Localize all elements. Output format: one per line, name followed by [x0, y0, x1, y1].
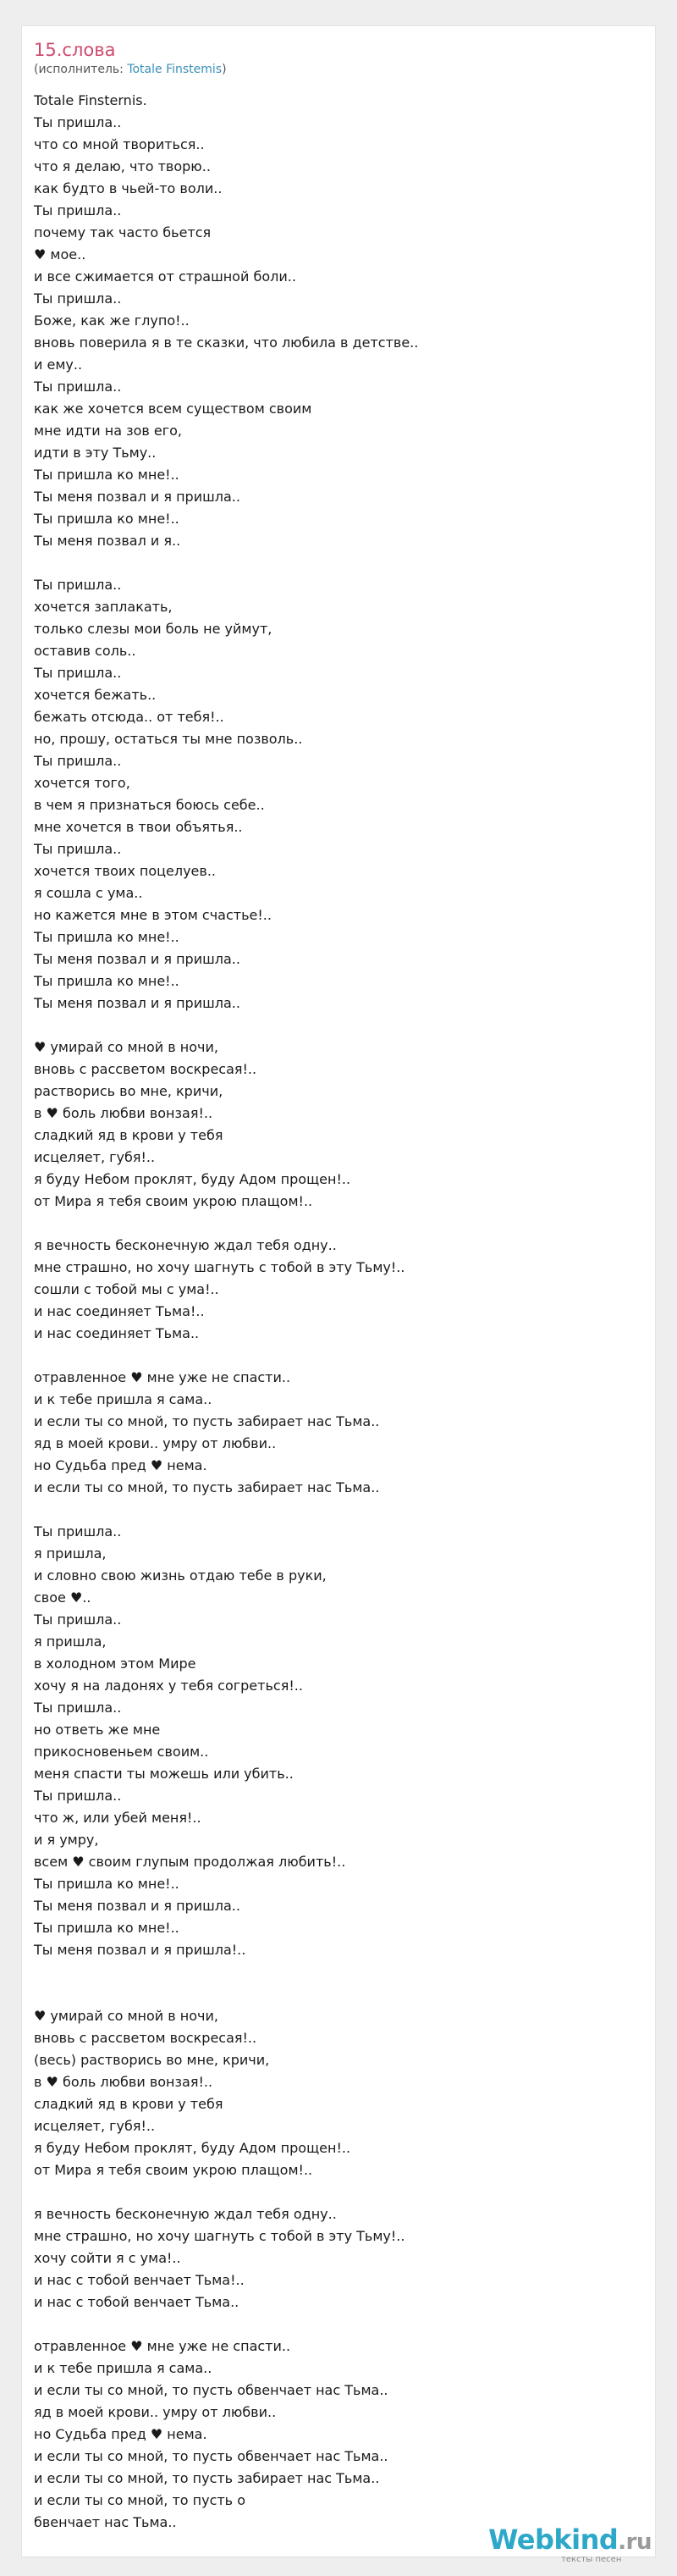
lyric-line: что ж, или убей меня!.. [34, 1810, 201, 1826]
performer-line [34, 62, 227, 77]
lyric-line: хочется заплакать, [34, 599, 173, 615]
lyric-line: хочется твоих поцелуев.. [34, 863, 216, 879]
lyric-line: в чем я признаться боюсь себе.. [34, 797, 265, 813]
lyric-line: я пришла, [34, 1633, 107, 1650]
stanza-break [34, 1014, 643, 1036]
stanza-break [34, 1983, 643, 2005]
lyric-line: и если ты со мной, то пусть о [34, 2492, 245, 2508]
lyric-line: меня спасти ты можешь или убить.. [34, 1766, 294, 1782]
lyric-line: Ты пришла.. [34, 753, 122, 769]
lyric-line: Ты пришла.. [34, 290, 122, 307]
lyric-line: в холодном этом Мире [34, 1656, 196, 1672]
lyrics-text [34, 90, 643, 2534]
lyric-line: и словно свою жизнь отдаю тебе в руки, [34, 1567, 327, 1584]
lyric-line: Totale Finsternis. [34, 92, 147, 108]
lyric-line: Ты пришла.. [34, 1611, 122, 1628]
lyric-line: растворись во мне, кричи, [34, 1083, 223, 1099]
lyric-line: только слезы мои боль не уймут, [34, 621, 272, 637]
lyric-line: отравленное ♥ мне уже не спасти.. [34, 1369, 291, 1385]
lyric-line: почему так часто бьется [34, 224, 212, 240]
lyric-line: (весь) растворись во мне, кричи, [34, 2052, 270, 2068]
lyric-line: Ты меня позвал и я пришла.. [34, 951, 240, 967]
lyric-line: я буду Небом проклят, буду Адом прощен!.. [34, 2140, 351, 2156]
lyric-line: Ты пришла ко мне!.. [34, 973, 179, 989]
lyric-line: и если ты со мной, то пусть обвенчает нас Тьма.. [34, 2382, 388, 2398]
lyric-line: но, прошу, остаться ты мне позволь.. [34, 731, 303, 747]
stanza-break [34, 552, 643, 574]
lyric-line: ♥ мое.. [34, 246, 86, 263]
lyric-line: и нас с тобой венчает Тьма!.. [34, 2272, 245, 2288]
stanza-break [34, 1213, 643, 1235]
lyric-line: но ответь же мне [34, 1722, 161, 1738]
lyric-line: свое ♥.. [34, 1589, 91, 1606]
lyric-line: Ты пришла ко мне!.. [34, 929, 179, 945]
lyric-line: от Мира я тебя своим укрою плащом!.. [34, 2162, 313, 2178]
lyric-line: Ты меня позвал и я пришла.. [34, 1898, 240, 1914]
lyric-line: сладкий яд в крови у тебя [34, 2096, 223, 2112]
stanza-break [34, 1961, 643, 1983]
lyric-line: Ты пришла.. [34, 1788, 122, 1804]
lyric-line: что я делаю, что творю.. [34, 158, 211, 174]
lyric-line: я вечность бесконечную ждал тебя одну.. [34, 1237, 337, 1253]
lyric-line: от Мира я тебя своим укрою плащом!.. [34, 1193, 313, 1209]
lyric-line: Ты пришла.. [34, 665, 122, 681]
lyric-line: идти в эту Тьму.. [34, 445, 157, 461]
lyric-line: бвенчает нас Тьма.. [34, 2514, 177, 2530]
lyric-line: ♥ умирай со мной в ночи, [34, 1039, 218, 1055]
lyric-line: всем ♥ своим глупым продолжая любить!.. [34, 1854, 346, 1870]
lyric-line: и я умру, [34, 1832, 99, 1848]
lyric-line: Ты пришла.. [34, 379, 122, 395]
lyric-line: Ты меня позвал и я.. [34, 533, 181, 549]
lyric-line: прикосновеньем своим.. [34, 1744, 209, 1760]
lyric-line: хочется бежать.. [34, 687, 157, 703]
lyric-line: Ты пришла.. [34, 1700, 122, 1716]
lyric-line: хочу сойти я с ума!.. [34, 2250, 181, 2266]
lyric-line: но кажется мне в этом счастье!.. [34, 907, 272, 923]
lyric-line: в ♥ боль любви вонзая!.. [34, 2074, 213, 2090]
lyric-line: Ты меня позвал и я пришла.. [34, 995, 240, 1011]
site-logo[interactable] [488, 2525, 652, 2565]
lyric-line: в ♥ боль любви вонзая!.. [34, 1105, 213, 1121]
lyric-line: и к тебе пришла я сама.. [34, 2360, 212, 2376]
lyric-line: Ты пришла.. [34, 114, 122, 130]
stanza-break [34, 1345, 643, 1367]
lyric-line: но Судьба пред ♥ нема. [34, 1457, 207, 1473]
lyric-line: мне идти на зов его, [34, 423, 183, 439]
performer-prefix: (исполнитель: [34, 63, 128, 76]
lyric-line: и нас соединяет Тьма.. [34, 1325, 200, 1341]
stanza-break [34, 2181, 643, 2203]
lyric-line: Ты пришла.. [34, 577, 122, 593]
lyric-line: исцеляет, губя!.. [34, 1149, 156, 1165]
lyric-line: как будто в чьей-то воли.. [34, 180, 223, 196]
lyric-line: и если ты со мной, то пусть забирает нас Тьма.. [34, 1479, 380, 1495]
lyric-line: я вечность бесконечную ждал тебя одну.. [34, 2206, 337, 2222]
lyric-line: я буду Небом проклят, буду Адом прощен!.. [34, 1171, 351, 1187]
lyric-line: Боже, как же глупо!.. [34, 312, 190, 329]
lyric-line: Ты меня позвал и я пришла!.. [34, 1942, 246, 1958]
stanza-break [34, 2313, 643, 2336]
lyric-line: что со мной твориться.. [34, 136, 205, 152]
lyric-line: отравленное ♥ мне уже не спасти.. [34, 2338, 291, 2354]
lyric-line: и если ты со мной, то пусть обвенчает нас Тьма.. [34, 2448, 388, 2464]
logo-wordmark [488, 2525, 652, 2557]
lyric-line: бежать отсюда.. от тебя!.. [34, 709, 224, 725]
lyric-line: яд в моей крови.. умру от любви.. [34, 2404, 277, 2420]
lyric-line: вновь с рассветом воскресая!.. [34, 1061, 257, 1077]
lyric-line: Ты пришла ко мне!.. [34, 511, 179, 527]
lyric-line: Ты пришла.. [34, 202, 122, 218]
page-title: 15.слова [34, 40, 116, 60]
artist-link[interactable]: Totale Finstemis [127, 63, 223, 76]
lyric-line: и к тебе пришла я сама.. [34, 1391, 212, 1407]
performer-suffix: ) [222, 63, 227, 76]
lyric-line: ♥ умирай со мной в ночи, [34, 2008, 218, 2024]
lyric-line: Ты пришла ко мне!.. [34, 1876, 179, 1892]
lyric-line: Ты пришла.. [34, 1523, 122, 1540]
logo-tld: .ru [618, 2529, 652, 2555]
lyric-line: как же хочется всем существом своим [34, 401, 312, 417]
lyric-line: я пришла, [34, 1545, 107, 1562]
lyric-line: сладкий яд в крови у тебя [34, 1127, 223, 1143]
lyric-line: Ты пришла ко мне!.. [34, 467, 179, 483]
lyric-line: яд в моей крови.. умру от любви.. [34, 1435, 277, 1451]
lyric-line: Ты пришла ко мне!.. [34, 1920, 179, 1936]
lyric-line: и если ты со мной, то пусть забирает нас Тьма.. [34, 1413, 380, 1429]
lyric-line: хочется того, [34, 775, 130, 791]
lyric-line: сошли с тобой мы с ума!.. [34, 1281, 219, 1297]
logo-word: Webkind [488, 2523, 619, 2556]
logo-tagline: тексты песен [561, 2555, 622, 2564]
lyric-line: Ты меня позвал и я пришла.. [34, 489, 240, 505]
lyric-line: и нас соединяет Тьма!.. [34, 1303, 205, 1319]
lyric-line: вновь поверила я в те сказки, что любила в детстве.. [34, 334, 419, 351]
lyric-line: мне страшно, но хочу шагнуть с тобой в эту Тьму!.. [34, 2228, 405, 2244]
stanza-break [34, 1499, 643, 1521]
lyric-line: я сошла с ума.. [34, 885, 143, 901]
lyric-line: и ему.. [34, 357, 83, 373]
lyric-line: мне страшно, но хочу шагнуть с тобой в эту Тьму!.. [34, 1259, 405, 1275]
lyric-line: и нас с тобой венчает Тьма.. [34, 2294, 239, 2310]
lyric-line: мне хочется в твои объятья.. [34, 819, 243, 835]
lyric-line: и если ты со мной, то пусть забирает нас Тьма.. [34, 2470, 380, 2486]
lyric-line: Ты пришла.. [34, 841, 122, 857]
lyric-line: исцеляет, губя!.. [34, 2118, 156, 2134]
lyric-line: оставив соль.. [34, 643, 136, 659]
lyric-line: и все сжимается от страшной боли.. [34, 268, 296, 285]
lyric-line: вновь с рассветом воскресая!.. [34, 2030, 257, 2046]
lyric-line: но Судьба пред ♥ нема. [34, 2426, 207, 2442]
lyric-line: хочу я на ладонях у тебя согреться!.. [34, 1678, 303, 1694]
